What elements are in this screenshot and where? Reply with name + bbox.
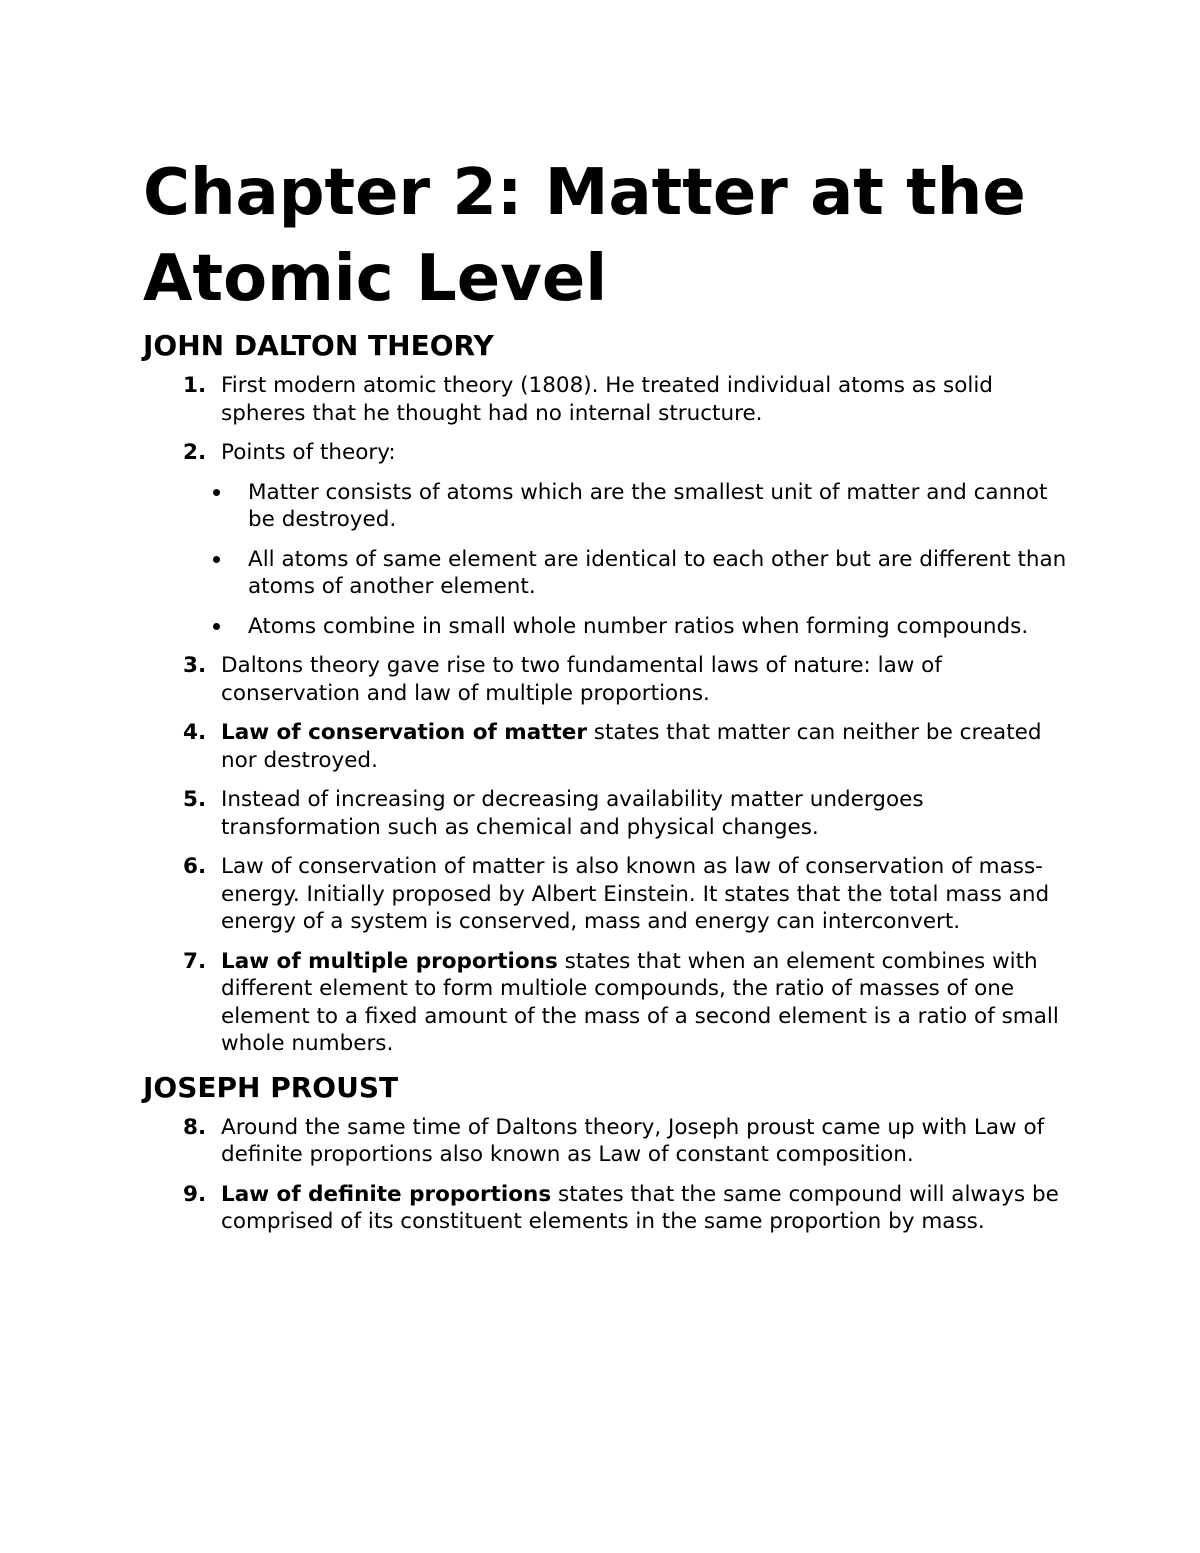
bullet-icon — [213, 556, 220, 563]
item-number: 1. — [183, 373, 207, 398]
list-item — [143, 372, 1073, 427]
bullet-icon — [213, 489, 220, 496]
bullet-icon — [213, 623, 220, 630]
item-bold-term: Law of definite proportions — [221, 1181, 552, 1207]
list-item — [143, 439, 1073, 640]
item-bold-term: Law of multiple proportions — [221, 948, 558, 974]
item-number: 9. — [183, 1181, 207, 1207]
bullet-text: All atoms of same element are identical to each other but are different than atoms of another element. — [248, 546, 1067, 599]
list-item — [143, 719, 1073, 774]
bullet-item — [143, 546, 1073, 601]
bullet-text: Atoms combine in small whole number ratios when forming compounds. — [248, 613, 1029, 639]
item-text: states that matter can neither be created nor destroyed. — [221, 720, 1042, 773]
list-item — [143, 1181, 1073, 1236]
bullet-item — [143, 479, 1073, 534]
section-heading-proust: JOSEPH PROUST — [143, 1070, 399, 1104]
item-text: states that the same compound will always be comprised of its constituent elements in the same proportion by mass. — [221, 1181, 1059, 1234]
list-item — [143, 853, 1073, 936]
document-content — [143, 150, 1073, 1248]
bullet-text: Matter consists of atoms which are the smallest unit of matter and cannot be destroyed. — [248, 479, 1048, 532]
item-number: 5. — [183, 787, 207, 812]
item-text: Daltons theory gave rise to two fundamental laws of nature: law of conservation and law of multiple proportions. — [221, 653, 942, 706]
item-text: Instead of increasing or decreasing availability matter undergoes transformation such as chemical and physical changes. — [221, 787, 924, 840]
page-title: Chapter 2: Matter at the Atomic Level — [143, 156, 1026, 316]
list-item — [143, 786, 1073, 841]
item-number: 2. — [183, 440, 207, 465]
item-text: Law of conservation of matter is also known as law of conservation of mass-energy. Initially proposed by Albert Einstein. It states that the total mass and energy of a system is conserved, mass and energy can interconvert. — [221, 854, 1050, 934]
item-text: Around the same time of Daltons theory, Joseph proust came up with Law of definite proportions also known as Law of constant composition. — [221, 1114, 1045, 1167]
proust-list — [143, 1114, 1073, 1236]
item-text: states that when an element combines with different element to form multiole compounds, the ratio of masses of one element to a fixed amount of the mass of a second element is a ratio of small whole numbers. — [221, 948, 1059, 1056]
list-item — [143, 1114, 1073, 1169]
item-number: 4. — [183, 720, 207, 745]
item-text: Points of theory: — [221, 440, 396, 465]
list-item — [143, 652, 1073, 707]
dalton-list — [143, 372, 1073, 1058]
bullet-item — [143, 613, 1073, 641]
list-item — [143, 948, 1073, 1058]
item-number: 3. — [183, 653, 207, 678]
item-bold-term: Law of conservation of matter — [221, 720, 587, 745]
section-heading-dalton: JOHN DALTON THEORY — [143, 329, 494, 362]
item-number: 7. — [183, 948, 207, 974]
item-number: 6. — [183, 854, 207, 879]
item-number: 8. — [183, 1114, 207, 1140]
item-text: First modern atomic theory (1808). He treated individual atoms as solid spheres that he thought had no internal structure. — [221, 373, 993, 426]
points-of-theory-list — [143, 479, 1073, 641]
